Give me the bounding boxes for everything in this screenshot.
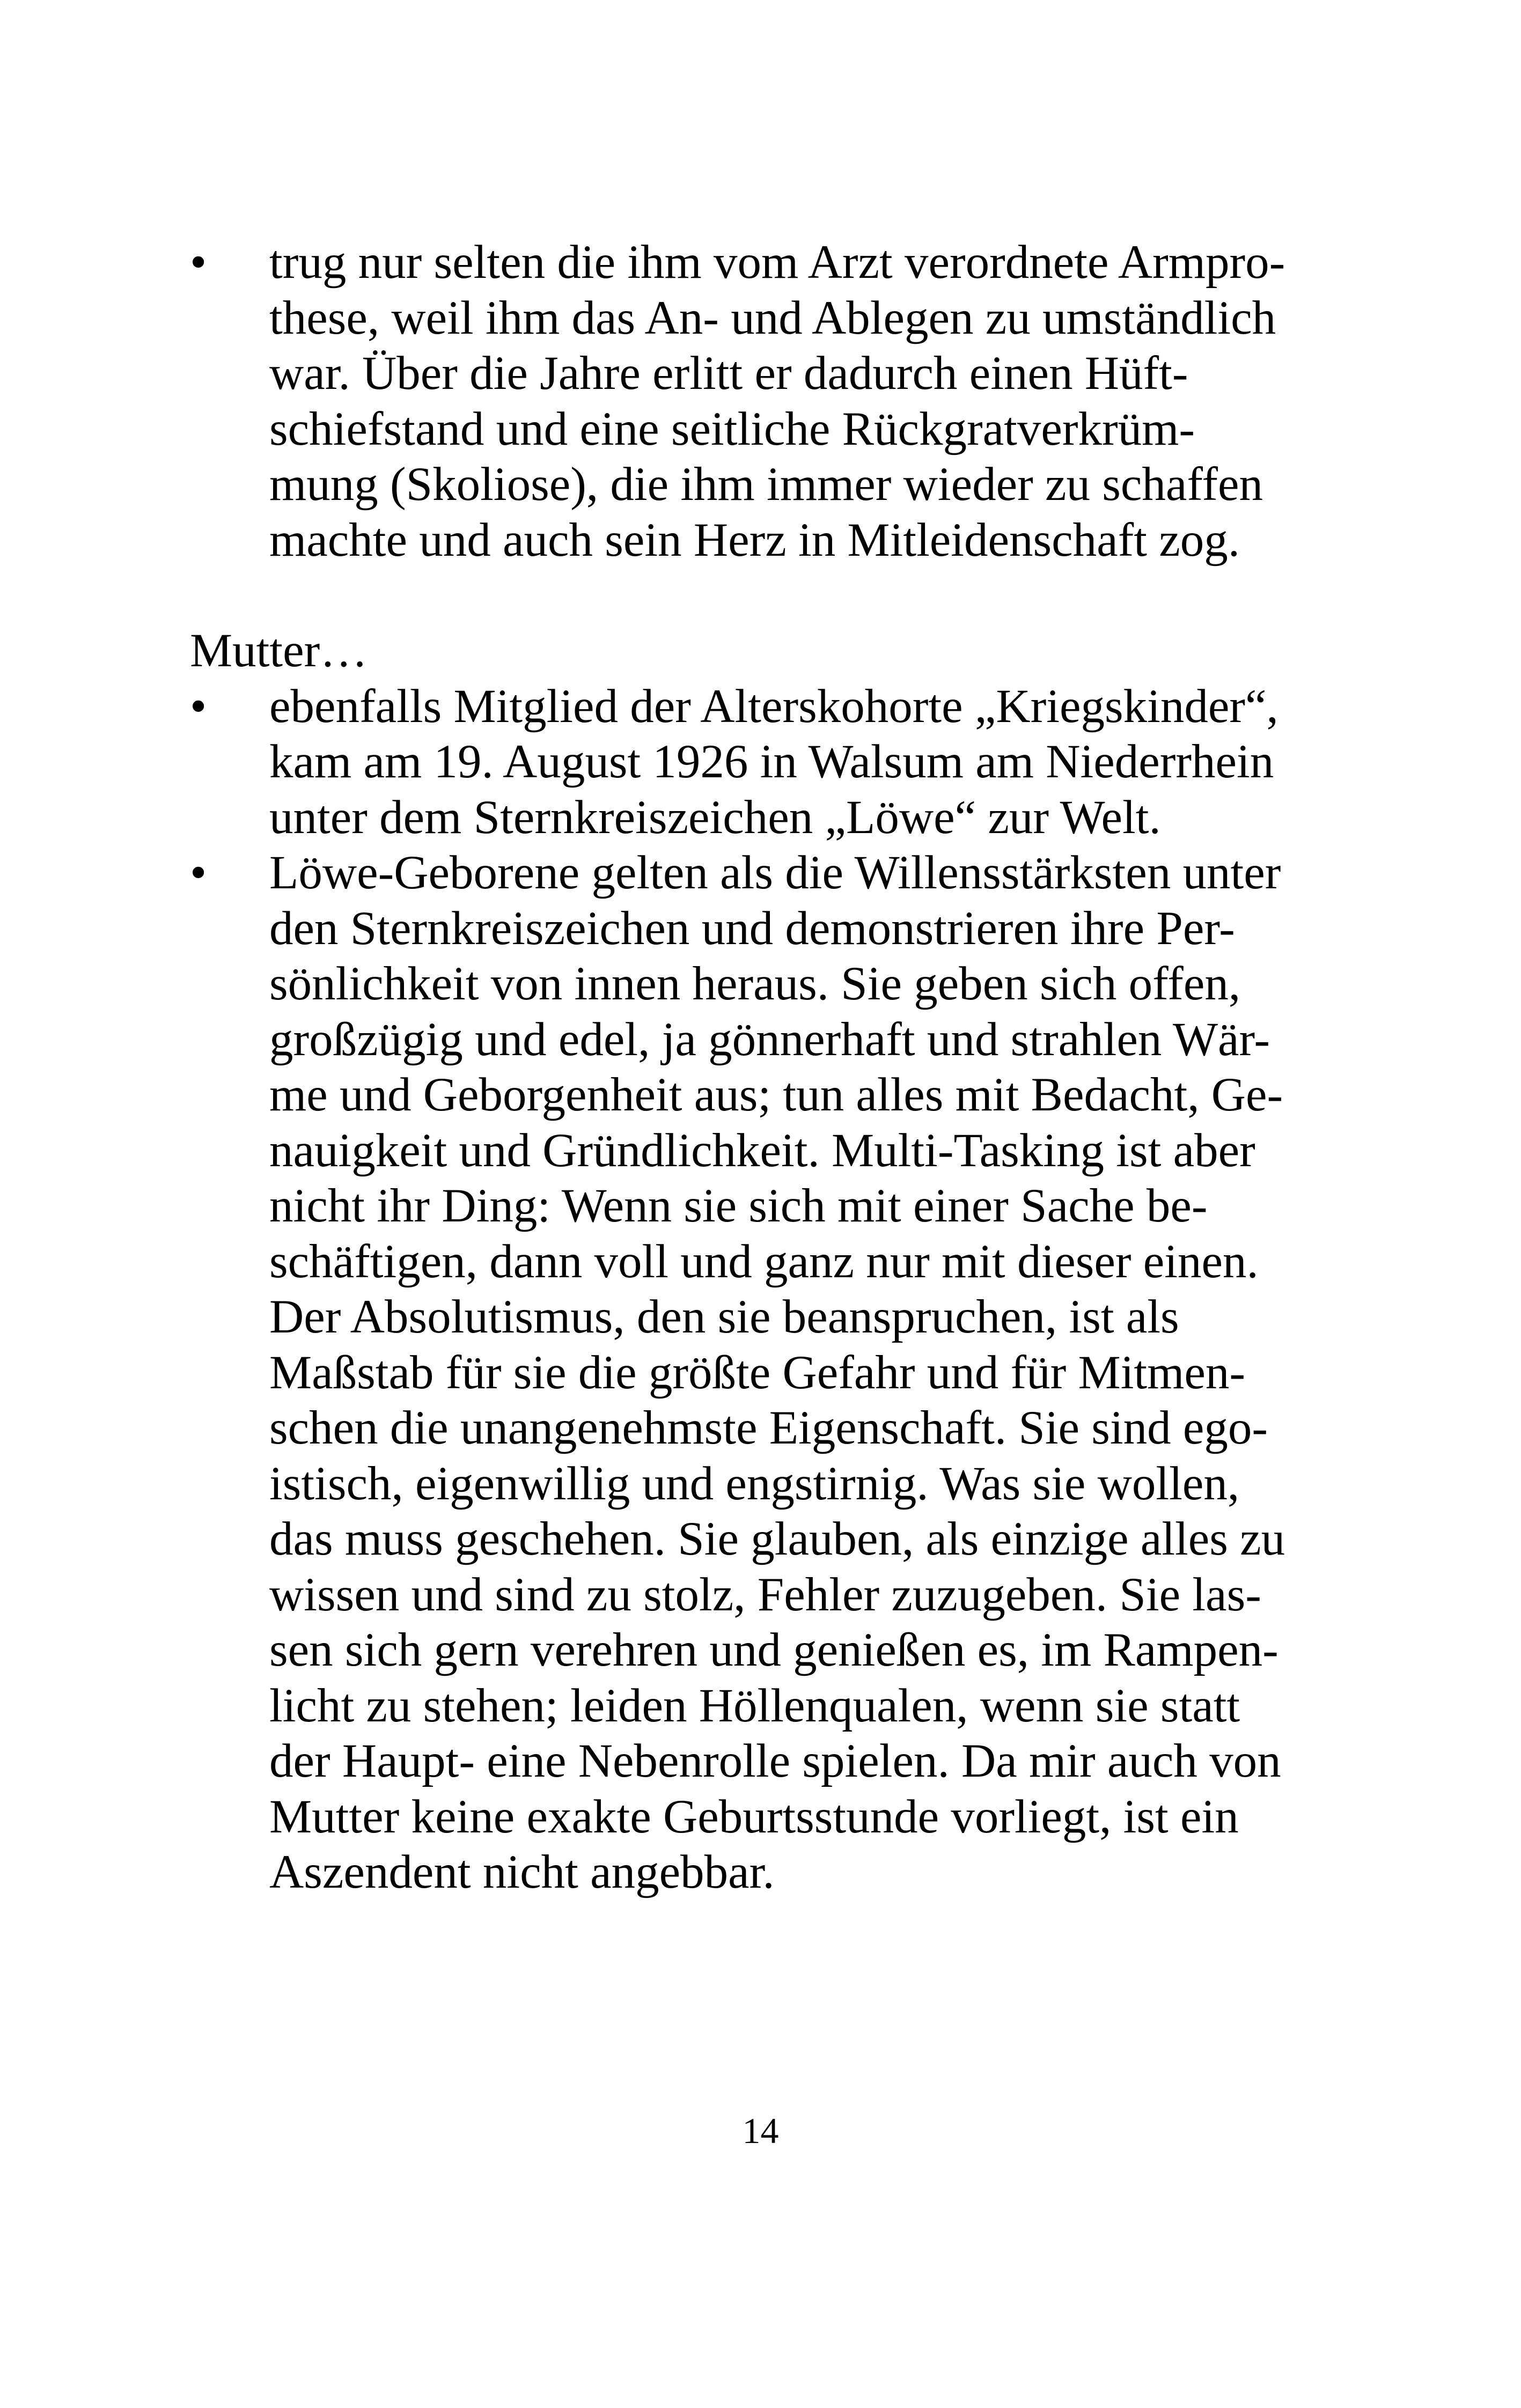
text-line: me und Geborgenheit aus; tun alles mit Bedacht, Ge- — [269, 1069, 1283, 1121]
page-body — [190, 235, 1297, 1901]
text-line: Der Absolutismus, den sie beanspruchen, ist als — [269, 1291, 1179, 1343]
text-line: den Sternkreiszeichen und demonstrieren ihre Per- — [269, 902, 1235, 955]
bullet-item-prosthesis — [190, 235, 1297, 568]
text-line: trug nur selten die ihm vom Arzt verordnete Armpro- — [269, 236, 1285, 289]
text-line: nauigkeit und Gründlichkeit. Multi-Tasking ist aber — [269, 1124, 1255, 1177]
bullet-text — [269, 679, 1297, 846]
text-line: schäftigen, dann voll und ganz nur mit dieser einen. — [269, 1235, 1259, 1288]
text-line: großzügig und edel, ja gönnerhaft und strahlen Wär- — [269, 1013, 1270, 1066]
text-line: licht zu stehen; leiden Höllenqualen, wenn sie statt — [269, 1679, 1240, 1732]
bullet-icon: • — [190, 680, 207, 733]
text-line: kam am 19. August 1926 in Walsum am Niederrhein — [269, 735, 1274, 788]
bullet-text — [269, 845, 1297, 1901]
text-line: der Haupt- eine Nebenrolle spielen. Da mir auch von — [269, 1735, 1281, 1787]
bullet-icon: • — [190, 236, 207, 289]
bullet-item-leo-traits — [190, 845, 1297, 1901]
text-line: wissen und sind zu stolz, Fehler zuzugeben. Sie las- — [269, 1568, 1261, 1621]
section-spacer — [190, 568, 1297, 623]
text-line: sönlichkeit von innen heraus. Sie geben sich offen, — [269, 958, 1241, 1010]
text-line: these, weil ihm das An- und Ablegen zu umständlich — [269, 291, 1276, 344]
text-line: unter dem Sternkreiszeichen „Löwe“ zur Welt. — [269, 791, 1161, 844]
text-line: das muss geschehen. Sie glauben, als einzige alles zu — [269, 1513, 1285, 1565]
text-line: Löwe-Geborene gelten als die Willensstärksten unter — [269, 846, 1281, 899]
text-line: Aszendent nicht angebbar. — [269, 1846, 775, 1898]
bullet-item-birth — [190, 679, 1297, 846]
text-line: nicht ihr Ding: Wenn sie sich mit einer Sache be- — [269, 1180, 1208, 1232]
text-line: schen die unangenehmste Eigenschaft. Sie sind ego- — [269, 1402, 1268, 1454]
text-line: mung (Skoliose), die ihm immer wieder zu schaffen — [269, 458, 1263, 511]
section-heading-mother: Mutter… — [190, 624, 368, 677]
text-line: ebenfalls Mitglied der Alterskohorte „Kriegskinder“, — [269, 680, 1278, 733]
text-line: Maßstab für sie die größte Gefahr und für Mitmen- — [269, 1346, 1246, 1399]
text-line: Mutter keine exakte Geburtsstunde vorliegt, ist ein — [269, 1790, 1239, 1843]
text-line: istisch, eigenwillig und engstirnig. Was sie wollen, — [269, 1457, 1240, 1510]
bullet-icon: • — [190, 846, 207, 899]
text-line: schiefstand und eine seitliche Rückgratverkrüm- — [269, 402, 1195, 455]
text-line: machte und auch sein Herz in Mitleidenschaft zog. — [269, 513, 1240, 566]
bullet-text — [269, 235, 1297, 568]
text-line: war. Über die Jahre erlitt er dadurch einen Hüft- — [269, 347, 1188, 400]
text-line: sen sich gern verehren und genießen es, im Rampen- — [269, 1624, 1278, 1676]
page-number: 14 — [742, 2110, 779, 2151]
